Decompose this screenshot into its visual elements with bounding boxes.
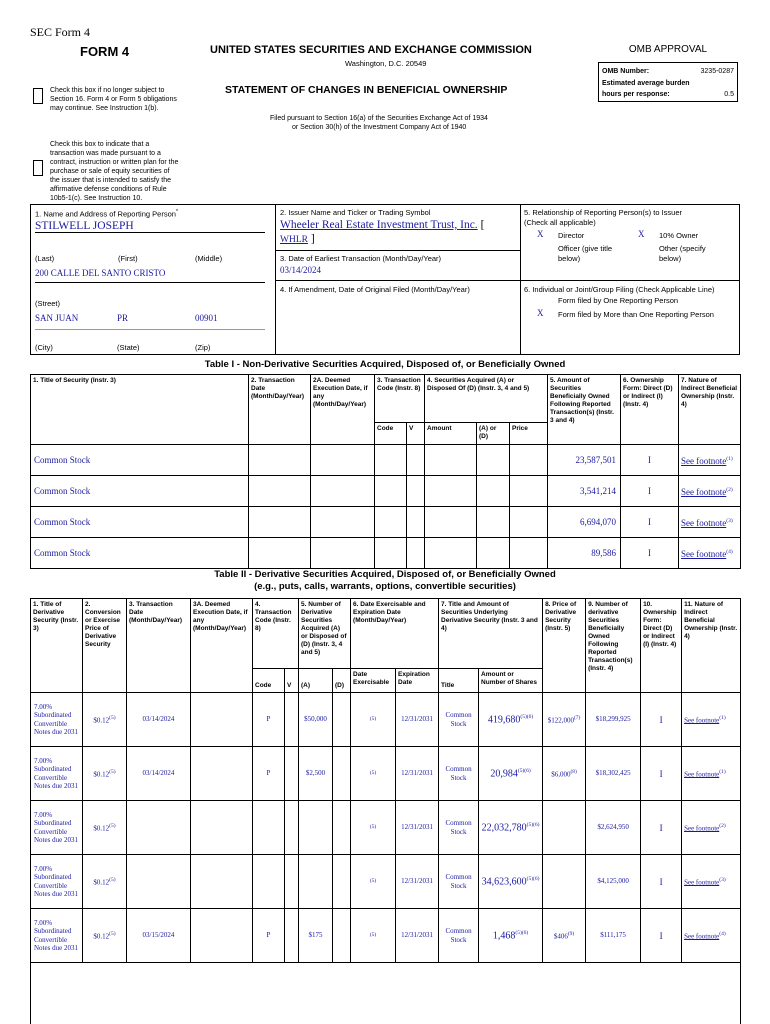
empty-cell [425, 476, 477, 507]
footnote-link[interactable]: See footnote [684, 824, 720, 833]
underlying-title: Common Stock [439, 855, 479, 909]
zip-label: (Zip) [195, 343, 211, 352]
filed-pursuant-2: or Section 30(h) of the Investment Company Act of 1940 [292, 124, 467, 131]
empty-cell [407, 476, 425, 507]
transaction-code: P [253, 693, 285, 747]
underlying-title: Common Stock [439, 747, 479, 801]
expiration-date: 12/31/2031 [396, 747, 439, 801]
omb-hours-label: hours per response: [602, 91, 670, 98]
derivatives-owned: $18,302,425 [586, 747, 641, 801]
box2-label: 2. Issuer Name and Ticker or Trading Symbol [280, 208, 431, 217]
t2-h-nature: 11. Nature of Indirect Beneficial Ownership (Instr. 4) [682, 599, 741, 693]
empty-cell [311, 538, 375, 569]
empty-cell [333, 801, 351, 855]
derivative-price [543, 801, 586, 855]
footnote-link[interactable]: See footnote [684, 770, 720, 779]
empty-cell [510, 476, 548, 507]
middle-label: (Middle) [195, 254, 223, 263]
nature-cell: See footnote$^{(1)}$ [679, 445, 741, 476]
transaction-date: 03/14/2024 [127, 747, 191, 801]
t2-h-owned: 9. Number of derivative Securities Beneficially Owned Following Reported Transaction(s) (Instr. 4) [586, 599, 641, 693]
empty-cell [477, 507, 510, 538]
t2-h-conversion: 2. Conversion or Exercise Price of Derivative Security [83, 599, 127, 693]
security-title: Common Stock [31, 476, 249, 507]
more-than-one-label: Form filed by More than One Reporting Person [558, 310, 714, 319]
acquired-amount [299, 855, 333, 909]
one-person-label: Form filed by One Reporting Person [558, 296, 679, 305]
derivative-title: 7.00% Subordinated Convertible Notes due 2031 [31, 747, 83, 801]
nature-cell: See footnote$^{(1)}$ [682, 747, 741, 801]
derivatives-owned: $4,125,000 [586, 855, 641, 909]
nature-cell: See footnote$^{(2)}$ [679, 476, 741, 507]
t2-sub-v: V [285, 669, 299, 693]
underlying-title: Common Stock [439, 801, 479, 855]
transaction-date [127, 801, 191, 855]
conversion-price: $0.12$^{(5)}$ [83, 693, 127, 747]
table-row [31, 855, 741, 909]
table1 [30, 374, 741, 569]
ten-percent-owner-label: 10% Owner [659, 231, 699, 240]
t1-sub-v: V [407, 423, 425, 445]
empty-cell [333, 693, 351, 747]
t1-h-securities: 4. Securities Acquired (A) or Disposed Of (D) (Instr. 3, 4 and 5) [425, 375, 548, 423]
empty-cell [249, 507, 311, 538]
empty-cell [311, 507, 375, 538]
ownership-form: I [641, 693, 682, 747]
state-label: (State) [117, 343, 140, 352]
box1-label: 1. Name and Address of Reporting Person* [35, 209, 179, 219]
director-check[interactable]: X [537, 229, 544, 239]
amount-owned: 89,586 [548, 538, 621, 569]
divider [275, 280, 740, 281]
nature-cell: See footnote$^{(2)}$ [682, 801, 741, 855]
t1-sub-amount: Amount [425, 423, 477, 445]
t1-h-nature: 7. Nature of Indirect Beneficial Ownership (Instr. 4) [679, 375, 741, 445]
derivatives-owned: $111,175 [586, 909, 641, 963]
empty-cell [285, 693, 299, 747]
t2-sub-d: (D) [333, 669, 351, 693]
empty-cell [285, 909, 299, 963]
derivative-title: 7.00% Subordinated Convertible Notes due 2031 [31, 801, 83, 855]
amount-owned: 23,587,501 [548, 445, 621, 476]
derivative-price: $406$^{(9)}$ [543, 909, 586, 963]
empty-cell [375, 507, 407, 538]
officer-label: Officer (give title below) [558, 244, 613, 263]
footnote-link[interactable]: See footnote [684, 932, 720, 941]
empty-cell [311, 476, 375, 507]
divider [740, 962, 741, 1024]
divider [30, 962, 31, 1024]
city-value[interactable]: SAN JUAN [35, 313, 79, 323]
t2-h-code: 4. Transaction Code (Instr. 8) [253, 599, 299, 669]
empty-cell [477, 445, 510, 476]
no-longer-subject-text: Check this box if no longer subject to Section 16. Form 4 or Form 5 obligations may continue. See Instruction 1(b). [50, 87, 177, 112]
statement-title: STATEMENT OF CHANGES IN BENEFICIAL OWNERSHIP [225, 84, 508, 96]
empty-cell [249, 476, 311, 507]
date-exercisable: (5) [351, 909, 396, 963]
acquired-amount [299, 801, 333, 855]
empty-cell [285, 801, 299, 855]
t1-sub-ad: (A) or (D) [477, 423, 510, 445]
derivatives-owned: $2,624,950 [586, 801, 641, 855]
street-address[interactable]: 200 CALLE DEL SANTO CRISTO [35, 268, 265, 283]
table-row [31, 507, 741, 538]
acquired-amount: $50,000 [299, 693, 333, 747]
nature-cell: See footnote$^{(3)}$ [682, 855, 741, 909]
omb-burden: 0.5 [724, 91, 734, 98]
zip-value[interactable]: 00901 [195, 313, 218, 323]
t2-h-price: 8. Price of Derivative Security (Instr. 5) [543, 599, 586, 693]
ticker-link[interactable]: WHLR [280, 235, 308, 245]
date-exercisable: (5) [351, 855, 396, 909]
empty-cell [477, 538, 510, 569]
box6-label: 6. Individual or Joint/Group Filing (Check Applicable Line) [524, 285, 715, 294]
last-label: (Last) [35, 254, 55, 263]
derivative-price [543, 855, 586, 909]
transaction-date: 03/15/2024 [127, 909, 191, 963]
underlying-amount: $20,984^{(5)(6)}$ [479, 747, 543, 801]
t1-h-date: 2. Transaction Date (Month/Day/Year) [249, 375, 311, 445]
footnote-link[interactable]: See footnote [681, 486, 727, 497]
empty-cell [375, 476, 407, 507]
table1-title: Table I - Non-Derivative Securities Acquired, Disposed of, or Beneficially Owned [204, 359, 566, 370]
expiration-date: 12/31/2031 [396, 855, 439, 909]
derivative-price: $6,000$^{(8)}$ [543, 747, 586, 801]
empty-cell [477, 476, 510, 507]
t1-h-title: 1. Title of Security (Instr. 3) [31, 375, 249, 445]
no-longer-subject-checkbox[interactable] [33, 88, 43, 104]
empty-cell [425, 507, 477, 538]
nature-cell: See footnote$^{(3)}$ [679, 507, 741, 538]
table2-title: Table II - Derivative Securities Acquired, Disposed of, or Beneficially Owned [214, 569, 556, 580]
expiration-date: 12/31/2031 [396, 909, 439, 963]
security-title: Common Stock [31, 445, 249, 476]
empty-cell [375, 445, 407, 476]
t2-sub-exercisable: Date Exercisable [351, 669, 396, 693]
table-row [31, 476, 741, 507]
acquired-amount: $2,500 [299, 747, 333, 801]
expiration-date: 12/31/2031 [396, 801, 439, 855]
empty-cell [333, 909, 351, 963]
t2-h-exercisable: 6. Date Exercisable and Expiration Date (Month/Day/Year) [351, 599, 439, 669]
t2-h-underlying: 7. Title and Amount of Securities Underlying Derivative Security (Instr. 3 and 4) [439, 599, 543, 669]
derivatives-owned: $18,299,925 [586, 693, 641, 747]
footnote-link[interactable]: See footnote [681, 517, 727, 528]
city-label: (City) [35, 343, 53, 352]
t2-sub-code: Code [253, 669, 285, 693]
underlying-title: Common Stock [439, 693, 479, 747]
omb-number: 3235-0287 [700, 68, 734, 75]
footnote-link[interactable]: See footnote [684, 878, 720, 887]
empty-cell [191, 747, 253, 801]
empty-cell [407, 538, 425, 569]
transaction-code [253, 801, 285, 855]
earliest-transaction-date[interactable]: 03/14/2024 [280, 265, 322, 275]
amount-owned: 6,694,070 [548, 507, 621, 538]
omb-box [598, 62, 738, 102]
t2-h-deemed: 3A. Deemed Execution Date, if any (Month/Day/Year) [191, 599, 253, 693]
omb-number-label: OMB Number: [602, 68, 650, 75]
derivative-title: 7.00% Subordinated Convertible Notes due 2031 [31, 909, 83, 963]
box5-label: 5. Relationship of Reporting Person(s) to Issuer [524, 208, 682, 217]
t2-sub-amount: Amount or Number of Shares [479, 669, 543, 693]
reporting-person-name[interactable]: STILWELL JOSEPH [35, 220, 265, 233]
ownership-form: I [621, 507, 679, 538]
t2-sub-a: (A) [299, 669, 333, 693]
state-value[interactable]: PR [117, 313, 129, 323]
empty-cell [425, 538, 477, 569]
empty-cell [333, 855, 351, 909]
date-exercisable: (5) [351, 693, 396, 747]
commission-city: Washington, D.C. 20549 [345, 59, 427, 68]
t2-h-title: 1. Title of Derivative Security (Instr. 3) [31, 599, 83, 693]
ownership-form: I [621, 476, 679, 507]
ownership-form: I [621, 445, 679, 476]
underlying-title: Common Stock [439, 909, 479, 963]
table-row [31, 538, 741, 569]
other-label: Other (specify below) [659, 244, 706, 263]
divider [275, 250, 520, 251]
ownership-form: I [641, 855, 682, 909]
nature-cell: See footnote$^{(4)}$ [682, 909, 741, 963]
rule-10b5-text: Check this box to indicate that a transaction was made pursuant to a contract, instruction or written plan for the purchase or sale of equity securities of the issuer that is intended to satisfy the affirmative defense conditions of Rule 10b5-1(c). See Instruction 10. [50, 141, 179, 202]
t1-sub-price: Price [510, 423, 548, 445]
transaction-code: P [253, 909, 285, 963]
empty-cell [285, 747, 299, 801]
t1-h-form: 6. Ownership Form: Direct (D) or Indirect (I) (Instr. 4) [621, 375, 679, 445]
table-row [31, 801, 741, 855]
nature-cell: See footnote$^{(4)}$ [679, 538, 741, 569]
director-label: Director [558, 231, 585, 240]
empty-cell [333, 747, 351, 801]
divider [35, 329, 265, 330]
empty-cell [510, 445, 548, 476]
date-exercisable: (5) [351, 747, 396, 801]
commission-title: UNITED STATES SECURITIES AND EXCHANGE COMMISSION [210, 44, 532, 56]
derivative-price: $122,000$^{(7)}$ [543, 693, 586, 747]
footnote-link[interactable]: See footnote [681, 455, 727, 466]
street-label: (Street) [35, 299, 61, 308]
footnote-link[interactable]: See footnote [681, 548, 727, 559]
empty-cell [191, 801, 253, 855]
acquired-amount: $175 [299, 909, 333, 963]
filed-pursuant-1: Filed pursuant to Section 16(a) of the Securities Exchange Act of 1934 [270, 115, 488, 122]
first-label: (First) [118, 254, 138, 263]
transaction-code: P [253, 747, 285, 801]
conversion-price: $0.12$^{(5)}$ [83, 747, 127, 801]
security-title: Common Stock [31, 538, 249, 569]
t2-h-form: 10. Ownership Form: Direct (D) or Indirect (I) (Instr. 4) [641, 599, 682, 693]
ownership-form: I [621, 538, 679, 569]
issuer-link[interactable]: Wheeler Real Estate Investment Trust, Inc. [280, 219, 478, 231]
table2-subtitle: (e.g., puts, calls, warrants, options, convertible securities) [254, 581, 516, 592]
table-row [31, 909, 741, 963]
table-row [31, 445, 741, 476]
empty-cell [510, 538, 548, 569]
underlying-amount: $419,680^{(5)(6)}$ [479, 693, 543, 747]
empty-cell [407, 445, 425, 476]
more-than-one-check[interactable]: X [537, 308, 544, 318]
table-row [31, 747, 741, 801]
form-label: SEC Form 4 [30, 25, 91, 39]
omb-title: OMB APPROVAL [628, 44, 708, 55]
box3-label: 3. Date of Earliest Transaction (Month/Day/Year) [280, 254, 442, 263]
t1-sub-code: Code [375, 423, 407, 445]
t2-sub-expiration: Expiration Date [396, 669, 439, 693]
ten-percent-owner-check[interactable]: X [638, 229, 645, 239]
empty-cell [510, 507, 548, 538]
nature-cell: See footnote$^{(1)}$ [682, 693, 741, 747]
t2-sub-title: Title [439, 669, 479, 693]
t2-h-number: 5. Number of Derivative Securities Acquired (A) or Disposed of (D) (Instr. 3, 4 and 5) [299, 599, 351, 669]
security-title: Common Stock [31, 507, 249, 538]
table2 [30, 598, 741, 963]
empty-cell [311, 445, 375, 476]
transaction-date: 03/14/2024 [127, 693, 191, 747]
box4-label: 4. If Amendment, Date of Original Filed (Month/Day/Year) [280, 285, 470, 294]
t1-h-deemed: 2A. Deemed Execution Date, if any (Month/Day/Year) [311, 375, 375, 445]
empty-cell [285, 855, 299, 909]
issuer-name: Wheeler Real Estate Investment Trust, Inc. [ WHLR ] [280, 219, 485, 245]
ownership-form: I [641, 747, 682, 801]
transaction-code [253, 855, 285, 909]
expiration-date: 12/31/2031 [396, 693, 439, 747]
derivative-title: 7.00% Subordinated Convertible Notes due 2031 [31, 693, 83, 747]
empty-cell [407, 507, 425, 538]
amount-owned: 3,541,214 [548, 476, 621, 507]
conversion-price: $0.12$^{(5)}$ [83, 909, 127, 963]
t1-h-code: 3. Transaction Code (Instr. 8) [375, 375, 425, 423]
underlying-amount: $34,623,600^{(5)(6)}$ [479, 855, 543, 909]
empty-cell [249, 445, 311, 476]
ownership-form: I [641, 801, 682, 855]
footnote-link[interactable]: See footnote [684, 716, 720, 725]
table-row [31, 693, 741, 747]
empty-cell [425, 445, 477, 476]
empty-cell [249, 538, 311, 569]
empty-cell [191, 855, 253, 909]
ownership-form: I [641, 909, 682, 963]
empty-cell [191, 909, 253, 963]
form-title: FORM 4 [80, 44, 130, 59]
conversion-price: $0.12$^{(5)}$ [83, 801, 127, 855]
empty-cell [375, 538, 407, 569]
transaction-date [127, 855, 191, 909]
t2-h-date: 3. Transaction Date (Month/Day/Year) [127, 599, 191, 693]
box5-sublabel: (Check all applicable) [524, 218, 596, 227]
omb-burden-label: Estimated average burden [602, 80, 690, 87]
date-exercisable: (5) [351, 801, 396, 855]
derivative-title: 7.00% Subordinated Convertible Notes due 2031 [31, 855, 83, 909]
underlying-amount: $1,468^{(5)(6)}$ [479, 909, 543, 963]
t1-h-amount: 5. Amount of Securities Beneficially Owned Following Reported Transaction(s) (Instr. 3 and 4) [548, 375, 621, 445]
conversion-price: $0.12$^{(5)}$ [83, 855, 127, 909]
underlying-amount: $22,032,780^{(5)(6)}$ [479, 801, 543, 855]
rule-10b5-checkbox[interactable] [33, 160, 43, 176]
empty-cell [191, 693, 253, 747]
